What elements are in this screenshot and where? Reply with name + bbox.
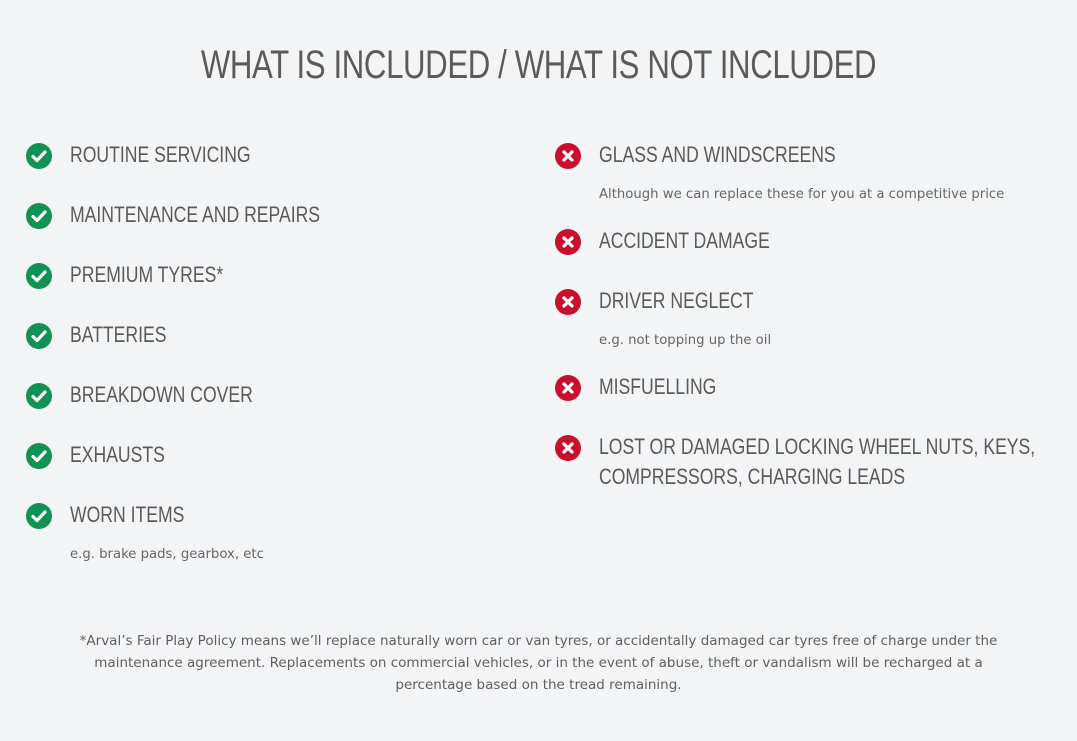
included-item-label: ROUTINE SERVICING: [70, 142, 251, 167]
included-item: [24, 140, 524, 170]
included-item: [24, 380, 524, 410]
excluded-item-note: Although we can replace these for you at a competitive price: [599, 186, 1005, 202]
cross-icon: [555, 143, 581, 169]
fair-play-footnote: *Arval’s Fair Play Policy means we’ll replace naturally worn car or van tyres, or accidentally damaged car tyres free of charge under the maintenance agreement. Replacements on commercial vehicles, or in the event of abuse, theft or vandalism will be recharged at a percentage based on the tread remaining.: [79, 633, 998, 693]
excluded-item: [553, 372, 1073, 402]
check-icon: [26, 143, 52, 169]
excluded-item: [553, 226, 1073, 256]
page-title: WHAT IS INCLUDED / WHAT IS NOT INCLUDED: [200, 43, 877, 87]
included-item-label: BREAKDOWN COVER: [70, 382, 253, 407]
included-item-label: MAINTENANCE AND REPAIRS: [70, 202, 321, 227]
included-item: [24, 440, 524, 470]
excluded-item-label: MISFUELLING: [599, 374, 717, 399]
cross-icon: [555, 435, 581, 461]
excluded-item-note: e.g. not topping up the oil: [599, 332, 772, 348]
excluded-item: [553, 286, 1073, 350]
excluded-item: [553, 140, 1073, 204]
included-item-label: BATTERIES: [70, 322, 167, 347]
included-item: [24, 500, 524, 564]
included-item: [24, 320, 524, 350]
cross-icon: [555, 289, 581, 315]
check-icon: [26, 323, 52, 349]
cross-icon: [555, 375, 581, 401]
excluded-item: [553, 432, 1073, 492]
included-list: [24, 140, 524, 586]
excluded-item-label: LOST OR DAMAGED LOCKING WHEEL NUTS, KEYS, COMPRESSORS, CHARGING LEADS: [599, 434, 1036, 489]
check-icon: [26, 263, 52, 289]
included-item: [24, 260, 524, 290]
excluded-item-label: GLASS AND WINDSCREENS: [599, 142, 836, 167]
included-item-note: e.g. brake pads, gearbox, etc: [70, 546, 264, 562]
check-icon: [26, 383, 52, 409]
included-item-label: WORN ITEMS: [70, 502, 185, 527]
excluded-item-label: ACCIDENT DAMAGE: [599, 228, 770, 253]
excluded-list: [553, 140, 1073, 522]
included-item-label: PREMIUM TYRES*: [70, 262, 224, 287]
included-item: [24, 200, 524, 230]
check-icon: [26, 203, 52, 229]
cross-icon: [555, 229, 581, 255]
check-icon: [26, 503, 52, 529]
check-icon: [26, 443, 52, 469]
excluded-item-label: DRIVER NEGLECT: [599, 288, 754, 313]
included-item-label: EXHAUSTS: [70, 442, 165, 467]
